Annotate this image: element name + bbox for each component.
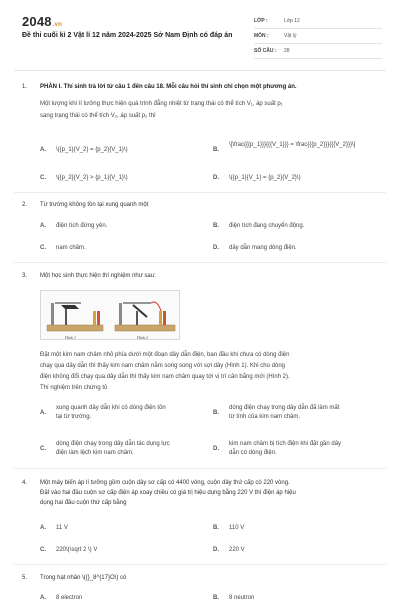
stem-line: Đặt vào hai đầu cuộn sơ cấp điện áp xoay chiều có giá trị hiệu dụng bằng 220 V thì điện áp hiệu [40, 490, 296, 496]
option-line: tại từ trường. [56, 414, 92, 420]
question-divider [14, 468, 386, 469]
question-divider [14, 564, 386, 565]
option-text: 220 V [229, 547, 245, 553]
meta-value: Lớp 12 [284, 18, 300, 24]
option-text [229, 440, 379, 458]
option-text: \({p_1}{V_1} = {p_2}{V_2}\) [229, 175, 301, 181]
meta-value: Vật lý [284, 33, 297, 39]
meta-row-class [254, 14, 382, 29]
option-a[interactable]: A. xung quanh dây dẫn khi có dòng điện tồn tại từ trường. [40, 404, 205, 424]
question-number: 1. [22, 84, 28, 90]
question-stem-line: Một lượng khí lí tưởng thực hiện quá trình đẳng nhiệt từ trạng thái có thể tích V₁, áp suất p₁ [40, 101, 283, 107]
option-text: \({p_2}{V_2} > {p_1}{V_1}\) [56, 175, 128, 181]
option-line: dòng điện chạy trong dây dẫn tác dụng lực [56, 441, 170, 447]
option-text [229, 404, 379, 422]
option-text [56, 404, 204, 422]
header-divider [14, 70, 386, 71]
part-heading: PHẦN I. Thí sinh trả lời từ câu 1 đến câu 18. Mỗi câu hỏi thí sinh chỉ chọn một phương án. [40, 84, 297, 90]
experiment-illustration [41, 291, 181, 341]
option-line: kim nam châm bị tích điện khi đặt gần dây [229, 441, 342, 447]
logo-text: 2048 [22, 14, 52, 29]
exam-meta [254, 14, 382, 59]
experiment-figure [40, 290, 180, 340]
question-number: 2. [22, 202, 28, 208]
question-stem-line: sang trạng thái có thể tích V₂, áp suất p₂ thì [40, 113, 156, 119]
question-passage-line: Thí nghiệm trên chứng tỏ [40, 385, 108, 391]
option-text: \[\frac{{{p_1}}}{{{V_1}}} = \frac{{{p_2}}}{{{V_2}}}\] [229, 142, 356, 148]
meta-key: LỚP : [254, 18, 268, 24]
question-passage-line: chạy qua dây dẫn thì thấy kim nam châm nằm song song với sợi dây (Hình 1). Khi cho dòng [40, 363, 285, 369]
option-text [56, 440, 204, 458]
figure-caption: Hình 1 [65, 335, 76, 340]
meta-value: 28 [284, 48, 290, 54]
question-number: 4. [22, 480, 28, 486]
meta-key: MÔN : [254, 33, 269, 39]
option-text: 8 neutron [229, 595, 255, 600]
option-text: 11 V [56, 525, 68, 531]
logo-suffix: .vn [52, 22, 63, 28]
option-text: \({p_1}{V_2} = {p_2}{V_1}\) [56, 147, 128, 153]
question-stem: Trong hạt nhân \({}_8^{17}O\) có [40, 575, 127, 581]
question-number: 5. [22, 575, 28, 581]
stem-line: Một máy biến áp lí tưởng gồm cuộn dây sơ cấp có 4400 vòng, cuộn dây thứ cấp có 220 vòng. [40, 480, 290, 486]
option-line: dòng điện chạy trong dây dẫn đã làm mất [229, 405, 340, 411]
option-c[interactable]: C. dòng điện chạy trong dây dẫn tác dụng lực điện làm lệch kim nam châm. [40, 440, 205, 460]
option-b[interactable]: B. dòng điện chạy trong dây dẫn đã làm mất từ tính của kim nam châm. [213, 404, 383, 424]
option-line: dẫn có dòng điện. [229, 450, 277, 456]
option-d[interactable]: D. kim nam châm bị tích điện khi đặt gần dây dẫn có dòng điện. [213, 440, 383, 460]
option-line: xung quanh dây dẫn khi có dòng điện tồn [56, 405, 166, 411]
option-text: 8 electron [56, 595, 83, 600]
option-text: 220\(\sqrt 2 \) V [56, 547, 98, 553]
stem-line: dụng hai đầu cuộn thứ cấp bằng [40, 500, 127, 506]
page-title: Đề thi cuối kì 2 Vật lí 12 năm 2024-2025 Sở Nam Định có đáp án [22, 32, 233, 39]
question-passage-line: Đặt một kim nam châm nhỏ phía dưới một đoạn dây dẫn điện, ban đầu khi chưa có dòng điện [40, 352, 290, 358]
site-logo[interactable] [22, 14, 62, 29]
question-number: 3. [22, 273, 28, 279]
option-line: điện làm lệch kim nam châm. [56, 450, 134, 456]
question-stem: Từ trường không tồn tại xung quanh một [40, 202, 149, 208]
question-stem [40, 478, 382, 508]
option-text: điện tích đứng yên. [56, 223, 108, 229]
question-5 [22, 573, 382, 585]
figure-caption: Hình 2 [137, 335, 148, 340]
option-text: nam châm. [56, 245, 86, 251]
option-text: dây dẫn mang dòng điện. [229, 245, 297, 251]
question-passage-line: điện không đổi chạy qua dây dẫn thì thấy kim nam châm quay tới vị trí cân bằng mới (Hình 2). [40, 374, 290, 380]
question-stem: Một học sinh thực hiện thí nghiệm như sau: [40, 273, 156, 279]
option-text: 110 V [229, 525, 245, 531]
question-4 [22, 478, 382, 514]
option-line: từ tính của kim nam châm. [229, 414, 301, 420]
question-divider [14, 192, 386, 193]
meta-row-count [254, 44, 382, 59]
question-divider [14, 262, 386, 263]
option-text: điện tích đang chuyển động. [229, 223, 305, 229]
meta-row-subject [254, 29, 382, 44]
page-header [0, 0, 400, 66]
question-2 [22, 200, 382, 212]
question-3 [22, 271, 382, 283]
meta-key: SỐ CÂU : [254, 48, 277, 54]
